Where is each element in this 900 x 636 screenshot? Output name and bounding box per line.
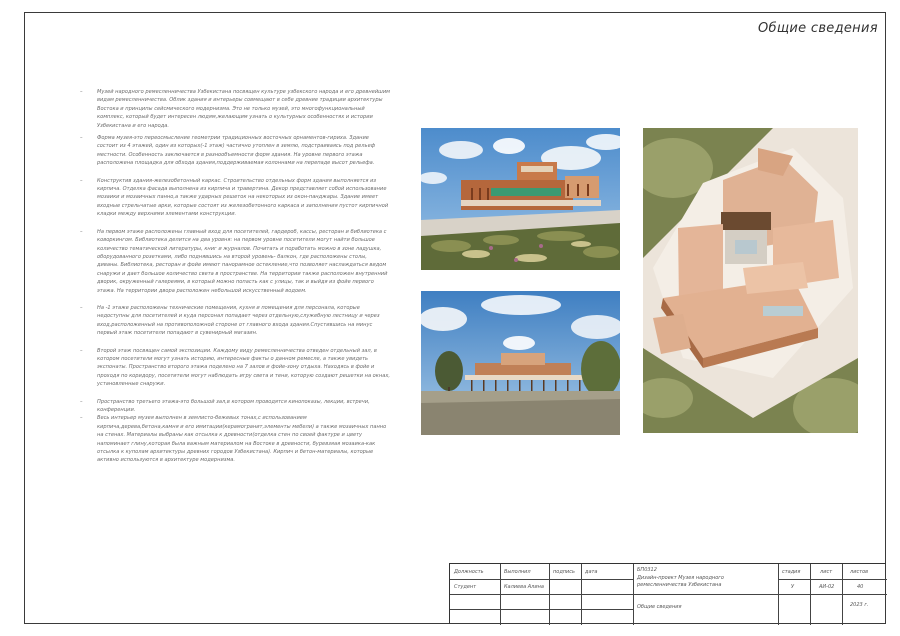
stamp-header-position: Должность bbox=[454, 569, 484, 575]
stamp-sheets-total: 40 bbox=[857, 584, 864, 590]
render-front-view bbox=[421, 128, 620, 270]
paragraph-text: Конструктив здания-железобетонный каркас. Строительство отдельных форм здания выполняется из кирпича. Отделка фасада выполнена из кирпича и травертина. Декор представляет собой использование мозаики и мозаичных панно,а также ударных решеток на некоторых из окон-панджары. Здание имеет входные стрельчатые арки, которые состоят из железобетонного каркаса и заполнения пустот кирпичной кладки между верхними элементами конструкции. bbox=[97, 177, 389, 218]
stamp-role: Студент bbox=[454, 584, 477, 590]
render-aerial-view bbox=[643, 128, 858, 433]
paragraph: – Весь интерьер музея выполнен в землисто-бежевых тонах,с использованием кирпича,дерева,бетона,камня и его имитации(керамогранит,элементы мебели) а также мозаичных панно на стенах. Материалы выбраны как отсылка к древности(отделка стен по своей фактуре и цвету напоминает глину,которая была важным материалом на Востоке в древности, буревзяая мозаика-как отсылка к куполам архитектуры древних городов Узбекистана). Кирпич и бетон-материалы, которые активно используются в архитектуре модернизма. bbox=[80, 415, 387, 464]
paragraph: – Пространство третьего этажа-это большой зал,в котором проводятся кинопоказы, лекции, встречи, конференции. bbox=[80, 398, 370, 413]
stamp-header-date: дата bbox=[585, 569, 598, 575]
stamp-project: Дизайн-проект Музея народного ремесленничества Узбекистана bbox=[637, 575, 724, 588]
paragraph-text: Форма музея-это переосмысление геометрии традиционных восточных орнаментов-гириха. Здание состоит из 4 этажей, один из которых(-1 этаж) частично утоплен в землю, подстраиваясь под рельеф местности. Особенность заключается в разнообъемности форм здания. На уровне первого этажа расположена площадка для обхода здания,поддерживаемая колоннами на перепаде высот рельефа. bbox=[97, 135, 376, 167]
description-text bbox=[80, 88, 390, 474]
stamp-code: БП0312 bbox=[637, 567, 657, 573]
paragraph-text: Пространство третьего этажа-это большой зал,в котором проводятся кинопоказы, лекции, встречи, конференции. bbox=[97, 398, 370, 413]
paragraph: – На первом этаже расположены главный вход для посетителей, гардероб, кассы, ресторан и библиотека с коворкингом. Библиотека делится на два уровня: на первом уровне посетители могут найти большое количество тематической литературы, книг и журналов. Почитать и поработать можно в зоне ладушка, оборудованного розетками, либо поднявшись на второй уровень- балкон, где расположены столы, диваны. Библиотека, ресторан и фойе имеют панорамное остекление,что позволяет наслаждаться видом снаружи и дает большое количество света в пространстве. На территории также расположен внутренний дворик, окруженный галереями, в который можно попасть как с улицы, так и выйдя из фойе первого этажа. На территории двора расположен небольшой искусственный водоем. bbox=[80, 228, 388, 294]
stamp-header-sheet: лист bbox=[820, 569, 833, 575]
title-block bbox=[449, 563, 886, 624]
stamp-header-stage: стадия bbox=[782, 569, 801, 575]
paragraph-text: На первом этаже расположены главный вход для посетителей, гардероб, кассы, ресторан и библиотека с коворкингом. Библиотека делится на два уровня: на первом уровне посетители могут найти большое количество тематической литературы, книг и журналов. Почитать и поработать можно в зоне ладушка, оборудованного розетками, либо поднявшись на второй уровень- балкон, где расположены столы, диваны. Библиотека, ресторан и фойе имеют панорамное остекление,что позволяет наслаждаться видом снаружи и дает большое количество света в пространстве. На территории также расположен внутренний дворик, окруженный галереями, в который можно попасть как с улицы, так и выйдя из фойе первого этажа. На территории двора расположен небольшой искусственный водоем. bbox=[97, 228, 388, 294]
stamp-header-signature: подпись bbox=[553, 569, 575, 575]
paragraph: – На -1 этаже расположены технические помещения, кухня и помещения для персонала, которые недоступны для посетителей и куда персонал попадает через отдельную,служебную лестницу и через вход,расположенный на противоположной стороне от главного входа здания.Спустившись на минус первый этаж посетители попадают в сувенирный магазин. bbox=[80, 304, 380, 337]
paragraph: – Конструктив здания-железобетонный каркас. Строительство отдельных форм здания выполняется из кирпича. Отделка фасада выполнена из кирпича и травертина. Декор представляет собой использование мозаики и мозаичных панно,а также ударных решеток на некоторых из окон-панджары. Здание имеет входные стрельчатые арки, которые состоят из железобетонного каркаса и заполнения пустот кирпичной кладки между верхними элементами конструкции. bbox=[80, 177, 389, 218]
paragraph-text: На -1 этаже расположены технические помещения, кухня и помещения для персонала, которые недоступны для посетителей и куда персонал попадает через отдельную,служебную лестницу и через вход,расположенный на противоположной стороне от главного входа здания.Спустившись на минус первый этаж посетители попадают в сувенирный магазин. bbox=[97, 304, 380, 337]
sheet-title: Общие сведения bbox=[758, 21, 878, 36]
paragraph: – Второй этаж посвящен самой экспозиции. Каждому виду ремесленничества отведен отдельный зал, в котором посетители могут узнать историю, интересные факты о данном ремесле, а также увидеть экспонаты. Пространство второго этажа поделено на 7 залов и фойе-зону отдыха. Находясь в фойе и проходя по коридору, посетители могут наблюдать игру света и тени, которую создают решетки на окнах, установленные снаружи. bbox=[80, 347, 390, 388]
stamp-stage-value: У bbox=[791, 584, 795, 590]
paragraph-text: Весь интерьер музея выполнен в землисто-бежевых тонах,с использованием кирпича,дерева,бетона,камня и его имитации(керамогранит,элементы мебели) а также мозаичных панно на стенах. Материалы выбраны как отсылка к древности(отделка стен по своей фактуре и цвету напоминает глину,которая была важным материалом на Востоке в древности, буревзяая мозаика-как отсылка к куполам архитектуры древних городов Узбекистана). Кирпич и бетон-материалы, которые активно используются в архитектуре модернизма. bbox=[97, 415, 387, 464]
paragraph-text: Второй этаж посвящен самой экспозиции. Каждому виду ремесленничества отведен отдельный зал, в котором посетители могут узнать историю, интересные факты о данном ремесле, а также увидеть экспонаты. Пространство второго этажа поделено на 7 залов и фойе-зону отдыха. Находясь в фойе и проходя по коридору, посетители могут наблюдать игру света и тени, которую создают решетки на окнах, установленные снаружи. bbox=[97, 347, 390, 388]
stamp-student-name: Калиева Алина bbox=[504, 584, 544, 590]
stamp-sheet-name: Общие сведения bbox=[637, 604, 682, 610]
stamp-header-sheets: листов bbox=[850, 569, 869, 575]
stamp-year: 2023 г. bbox=[850, 602, 869, 608]
paragraph: – Форма музея-это переосмысление геометрии традиционных восточных орнаментов-гириха. Здание состоит из 4 этажей, один из которых(-1 этаж) частично утоплен в землю, подстраиваясь под рельеф местности. Особенность заключается в разнообъемности форм здания. На уровне первого этажа расположена площадка для обхода здания,поддерживаемая колоннами на перепаде высот рельефа. bbox=[80, 135, 376, 167]
paragraph-text: Музей народного ремесленничества Узбекистана посвящен культуре узбекского народа и его древнейшим видам ремесленничества. Облик здания и интерьеры совмещают в себе древние традиции архитектуры Востока и принципы сейсмического модернизма. Это не только музей, это многофункциональный комплекс, который будет интересен людям,желающим узнать о культурных особенностях и истории Узбекистана и его народа. bbox=[97, 89, 390, 129]
render-side-view bbox=[421, 291, 620, 435]
stamp-header-executor: Выполнил bbox=[504, 569, 531, 575]
stamp-sheet-number: АИ-02 bbox=[819, 584, 835, 590]
paragraph: – Музей народного ремесленничества Узбекистана посвящен культуре узбекского народа и его древнейшим видам ремесленничества. Облик здания и интерьеры совмещают в себе древние традиции архитектуры Востока и принципы сейсмического модернизма. Это не только музей, это многофункциональный комплекс, который будет интересен людям,желающим узнать о культурных особенностях и истории Узбекистана и его народа. bbox=[80, 89, 390, 129]
